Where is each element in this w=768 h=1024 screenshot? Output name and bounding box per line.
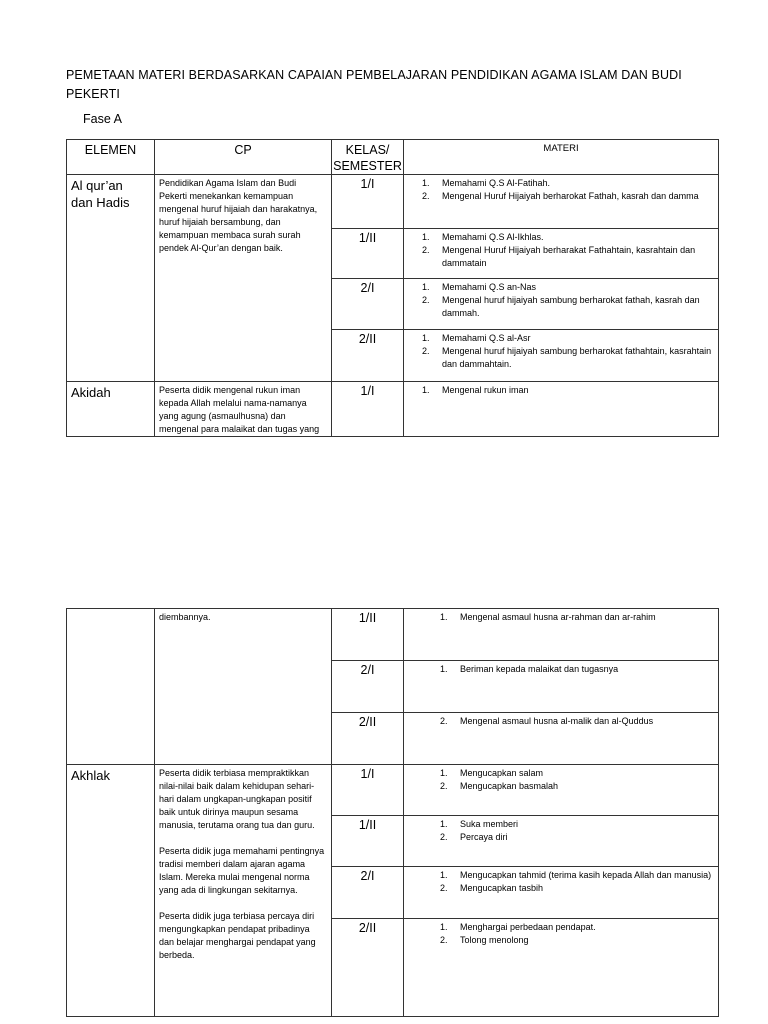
list-item [440,818,712,831]
item-number: 1. [422,178,430,188]
list-item [440,767,712,780]
item-text: Mengucapkan basmalah [460,781,559,791]
item-number: 1. [440,819,448,829]
materi-cell [404,867,719,919]
document-title: PEMETAAN MATERI BERDASARKAN CAPAIAN PEMBELAJARAN PENDIDIKAN AGAMA ISLAM DAN BUDI PEKERTI [66,68,682,101]
list-item [440,882,712,895]
table-row [67,765,719,816]
elemen-akidah-cont [67,609,155,765]
item-text: Mengenal huruf hijaiyah sambung berharokat fathahtain, kasrahtain dan dammahtain. [442,346,712,369]
kelas-cell: 1/I [332,175,404,229]
list-item [440,934,712,947]
header-kelas-line2: SEMESTER [333,159,402,173]
kelas-cell: 2/I [332,279,404,330]
cp-text: Peserta didik terbiasa mempraktikkan nilai-nilai baik dalam kehidupan sehari-hari dalam ungkapan-ungkapan positif baik untuk dirinya maupun sesama manusia, terutama orang tua dan guru. [159,768,315,830]
item-number: 2. [422,295,430,305]
item-text: Mengenal Huruf Hijaiyah berharakat Fathahtain, kasrahtain dan dammatain [442,245,696,268]
item-text: Mengucapkan tasbih [460,883,544,893]
item-text: Memahami Q.S al-Asr [442,333,531,343]
materi-cell [404,279,719,330]
kelas-cell: 2/I [332,661,404,713]
kelas-cell: 1/I [332,765,404,816]
list-item [440,715,712,728]
cp-text: diembannya. [159,612,211,622]
item-text: Mengenal asmaul husna ar-rahman dan ar-rahim [460,612,656,622]
item-number: 2. [440,935,448,945]
materi-cell [404,816,719,867]
item-text: Mengenal asmaul husna al-malik dan al-Quddus [460,716,654,726]
kelas-cell: 2/II [332,713,404,765]
table-row [67,382,719,437]
table-row [67,175,719,229]
item-number: 1. [440,664,448,674]
item-number: 1. [422,232,430,242]
kelas-cell: 2/I [332,867,404,919]
elemen-akidah: Akidah [67,382,155,437]
elemen-alquran-line2: dan Hadis [71,195,130,210]
cp-akidah [155,382,332,437]
materi-cell [404,609,719,661]
materi-cell [404,229,719,279]
item-number: 1. [440,922,448,932]
item-number: 2. [440,781,448,791]
cp-text: Peserta didik mengenal rukun iman kepada Allah melalui nama-namanya yang agung (asmaulhusna) dan mengenal para malaikat dan tugas yang [159,385,320,434]
materi-cell [404,919,719,1017]
item-text: Mengucapkan salam [460,768,544,778]
cp-akhlak [155,765,332,1017]
item-number: 1. [440,870,448,880]
item-text: Memahami Q.S an-Nas [442,282,537,292]
elemen-alquran [67,175,155,382]
elemen-akhlak: Akhlak [67,765,155,1017]
item-text: Percaya diri [460,832,508,842]
kelas-cell: 1/II [332,229,404,279]
list-item [422,281,712,294]
list-item [422,332,712,345]
kelas-cell: 1/I [332,382,404,437]
list-item [422,231,712,244]
list-item [440,611,712,624]
item-number: 2. [440,716,448,726]
list-item [440,831,712,844]
cp-text: Peserta didik juga terbiasa percaya diri mengungkapkan pendapat pribadinya dan belajar menghargai pendapat yang berbeda. [159,911,316,960]
cp-text: Pendidikan Agama Islam dan Budi Pekerti menekankan kemampuan mengenal huruf hijaiah dan harakatnya, huruf hijaiah bersambung, dan kemampuan membaca surah surah pendek Al-Qur’an dengan baik. [159,178,318,253]
table-row [67,609,719,661]
item-number: 1. [440,768,448,778]
item-number: 2. [422,346,430,356]
mapping-table-page2 [66,608,719,1017]
header-cp: CP [155,140,332,175]
cp-akidah-cont [155,609,332,765]
item-number: 1. [422,385,430,395]
mapping-table-page1 [66,139,719,437]
list-item [440,921,712,934]
item-number: 1. [422,333,430,343]
materi-cell [404,765,719,816]
item-number: 2. [422,191,430,201]
elemen-alquran-line1: Al qur’an [71,178,123,193]
table-header-row [67,140,719,175]
item-number: 1. [422,282,430,292]
list-item [422,384,712,397]
fase-label: Fase A [83,112,122,126]
header-kelas [332,140,404,175]
cp-alquran [155,175,332,382]
header-elemen: ELEMEN [67,140,155,175]
item-number: 2. [440,832,448,842]
materi-cell [404,175,719,229]
cp-text: Peserta didik juga memahami pentingnya tradisi memberi dalam ajaran agama Islam. Mereka mulai mengenal norma yang ada di lingkungan sekitarnya. [159,846,325,895]
kelas-cell: 1/II [332,816,404,867]
materi-cell [404,713,719,765]
list-item [440,869,712,882]
item-text: Beriman kepada malaikat dan tugasnya [460,664,619,674]
header-materi: MATERI [404,140,719,175]
item-text: Mengenal huruf hijaiyah sambung berharokat fathah, kasrah dan dammah. [442,295,700,318]
materi-cell [404,661,719,713]
materi-cell [404,330,719,382]
item-text: Mengenal Huruf Hijaiyah berharokat Fathah, kasrah dan damma [442,191,699,201]
item-text: Suka memberi [460,819,519,829]
list-item [422,294,712,320]
kelas-cell: 1/II [332,609,404,661]
materi-cell [404,382,719,437]
list-item [422,345,712,371]
list-item [440,663,712,676]
item-text: Memahami Q.S Al-Ikhlas. [442,232,544,242]
list-item [422,244,712,270]
header-kelas-line1: KELAS/ [345,143,390,157]
kelas-cell: 2/II [332,919,404,1017]
item-text: Memahami Q.S Al-Fatihah. [442,178,551,188]
item-text: Tolong menolong [460,935,529,945]
list-item [440,780,712,793]
item-number: 1. [440,612,448,622]
item-text: Mengenal rukun iman [442,385,529,395]
item-text: Menghargai perbedaan pendapat. [460,922,596,932]
item-number: 2. [440,883,448,893]
item-number: 2. [422,245,430,255]
list-item [422,190,712,203]
item-text: Mengucapkan tahmid (terima kasih kepada Allah dan manusia) [460,870,712,880]
list-item [422,177,712,190]
kelas-cell: 2/II [332,330,404,382]
